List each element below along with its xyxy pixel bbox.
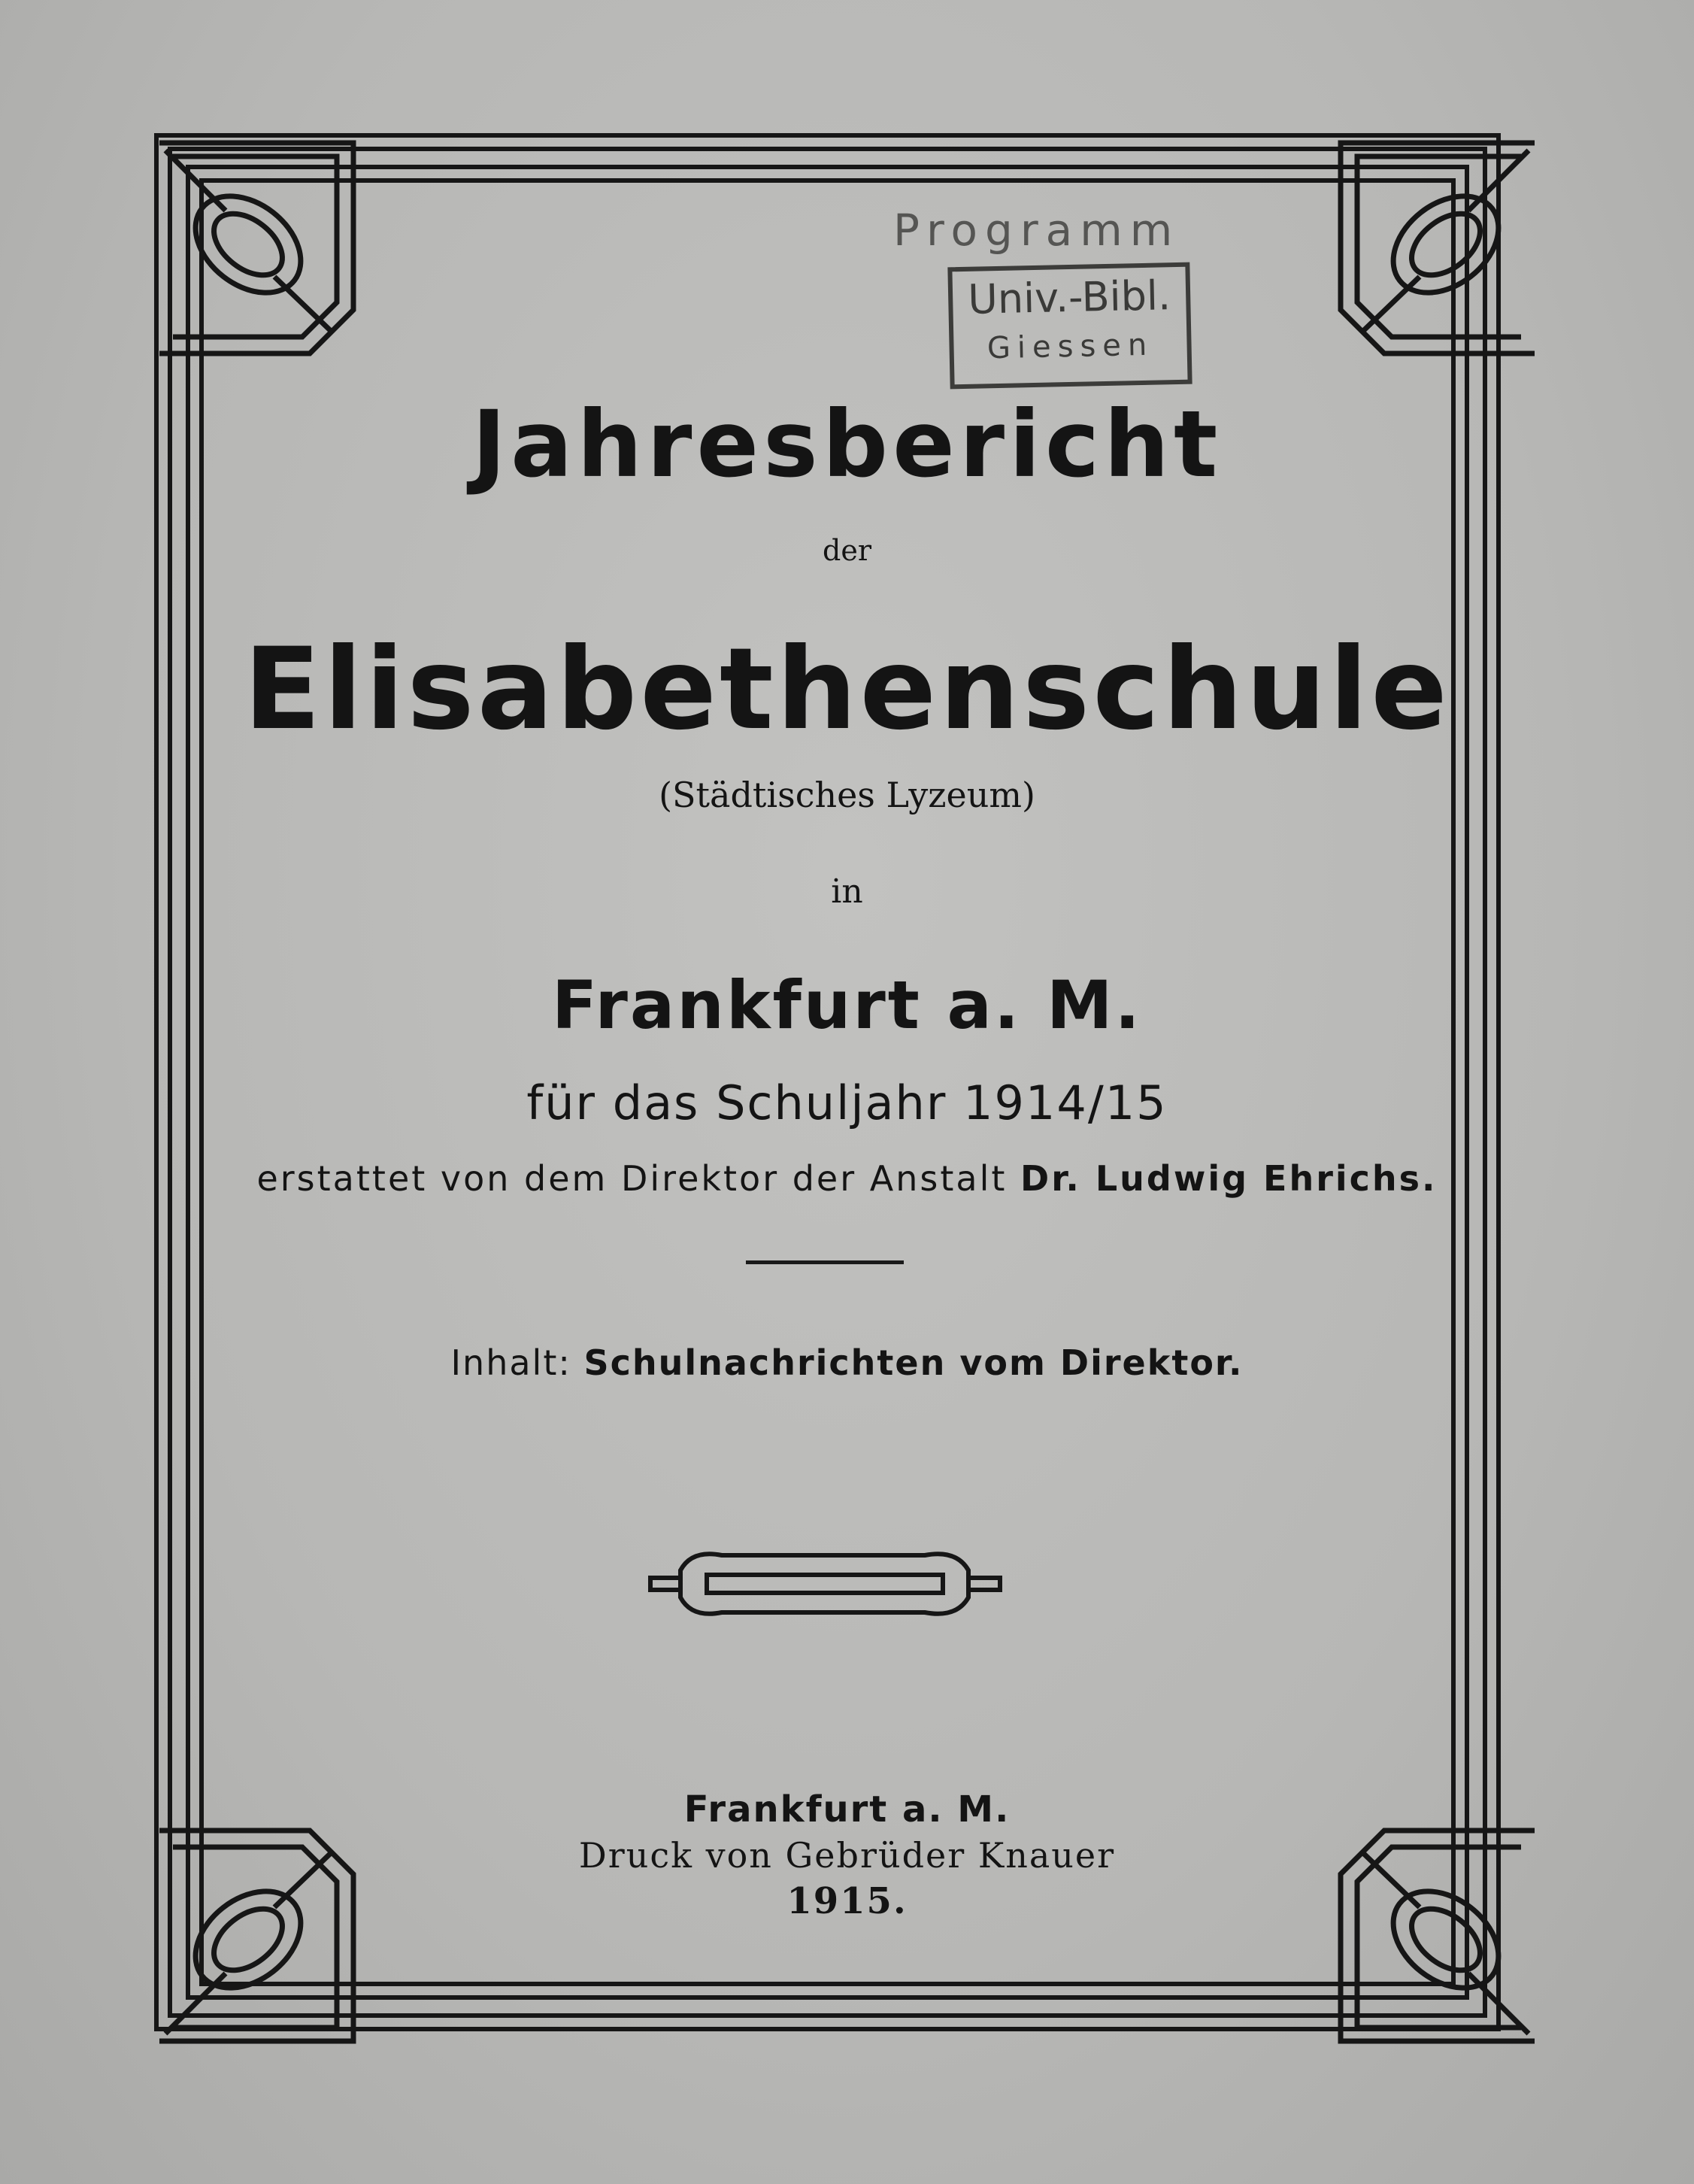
divider-rule	[746, 1260, 904, 1264]
school-type: (Städtisches Lyzeum)	[659, 775, 1035, 815]
library-stamp-line2: Giessen	[986, 327, 1154, 366]
title-in-word: in	[831, 872, 863, 911]
contents-line	[0, 1342, 1694, 1383]
library-stamp-line1: Univ.-Bibl.	[967, 271, 1171, 323]
imprint-year: 1915.	[786, 1880, 908, 1922]
imprint-city: Frankfurt a. M.	[683, 1788, 1011, 1831]
library-stamp	[947, 262, 1192, 390]
school-year: für das Schuljahr 1914/15	[526, 1075, 1168, 1130]
center-ornament-icon	[650, 1554, 1000, 1614]
director-name: Dr. Ludwig Ehrichs.	[1020, 1158, 1438, 1199]
director-prefix: erstattet von dem Direktor der Anstalt	[256, 1158, 1008, 1199]
school-name: Elisabethenschule	[244, 624, 1450, 755]
imprint-printer: Druck von Gebrüder Knauer	[578, 1835, 1116, 1876]
report-title: Jahresbericht	[471, 391, 1223, 498]
contents-value: Schulnachrichten vom Direktor.	[583, 1342, 1244, 1383]
contents-label: Inhalt:	[450, 1342, 571, 1383]
collection-stamp: Programm	[893, 205, 1180, 256]
director-line	[0, 1158, 1694, 1199]
title-preposition: der	[823, 534, 871, 567]
school-city: Frankfurt a. M.	[552, 966, 1142, 1044]
